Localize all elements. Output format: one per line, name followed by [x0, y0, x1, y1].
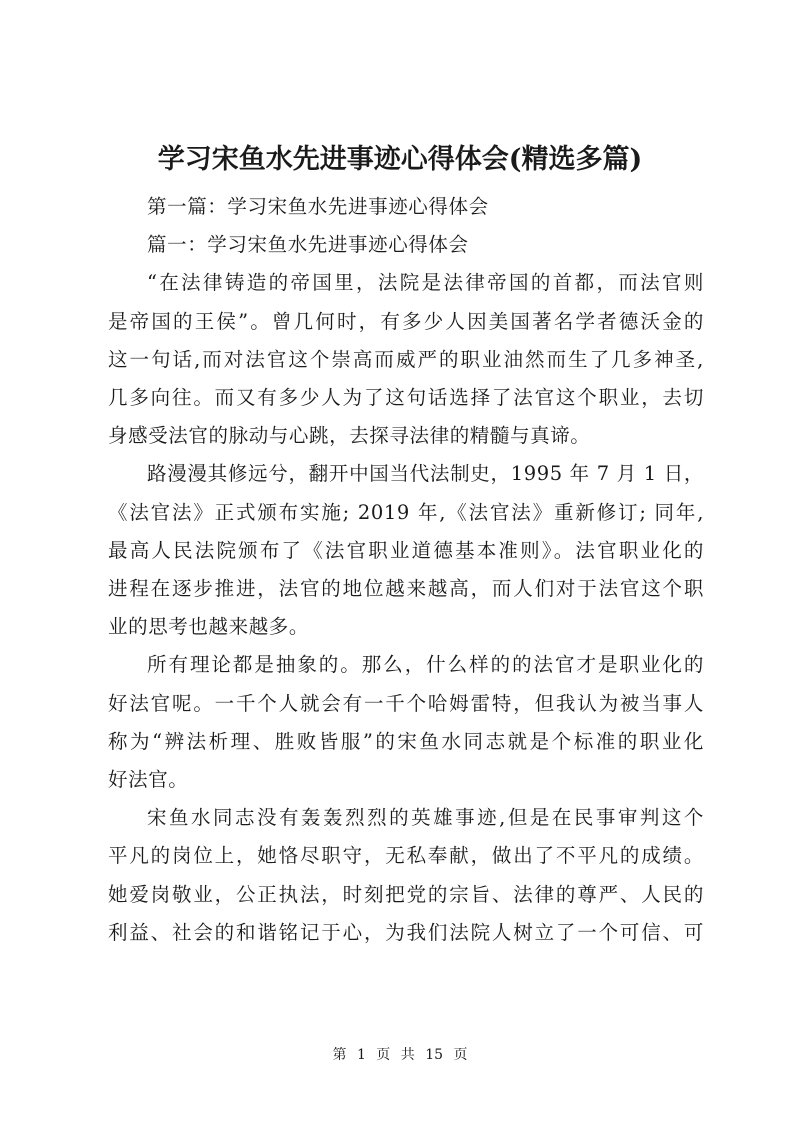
paragraph-line: 好法官呢。一千个人就会有一千个哈姆雷特，但我认为被当事人: [108, 691, 704, 715]
paragraph-line: 宋鱼水同志没有轰轰烈烈的英雄事迹,但是在民事审判这个: [147, 806, 704, 830]
page-number-footer: 第 1 页 共 15 页: [332, 1047, 468, 1063]
document-title: 学习宋鱼水先进事迹心得体会(精选多篇): [157, 144, 643, 175]
section-heading-2: 篇一：学习宋鱼水先进事迹心得体会: [147, 233, 469, 257]
paragraph-line: 好法官。: [108, 768, 189, 792]
paragraph-line: 利益、社会的和谐铭记于心，为我们法院人树立了一个可信、可: [108, 920, 704, 944]
paragraph-line: 她爱岗敬业，公正执法，时刻把党的宗旨、法律的尊严、人民的: [108, 882, 704, 906]
section-heading-1: 第一篇：学习宋鱼水先进事迹心得体会: [147, 195, 489, 218]
paragraph-1: [108, 264, 704, 455]
paragraph-2: [108, 455, 704, 646]
paragraph-line: 进程在逐步推进，法官的地位越来越高，而人们对于法官这个职: [108, 577, 704, 601]
paragraph-line: 路漫漫其修远兮，翻开中国当代法制史，1995 年 7 月 1 日，: [147, 462, 704, 486]
document-body: [108, 188, 704, 952]
paragraph-line: 平凡的岗位上，她恪尽职守，无私奉献，做出了不平凡的成绩。: [108, 844, 704, 868]
paragraph-line: 最高人民法院颁布了《法官职业道德基本准则》。法官职业化的: [108, 538, 704, 562]
paragraph-line: 几多向往。而又有多少人为了这句话选择了法官这个职业，去切: [108, 386, 704, 410]
paragraph-line: 这一句话,而对法官这个崇高而威严的职业油然而生了几多神圣,: [108, 347, 704, 371]
paragraph-line: 所有理论都是抽象的。那么，什么样的的法官才是职业化的: [147, 653, 704, 677]
paragraph-line: 业的思考也越来越多。: [108, 615, 310, 639]
paragraph-line: 称为“辨法析理、胜败皆服”的宋鱼水同志就是个标准的职业化: [108, 729, 704, 753]
paragraph-line: 身感受法官的脉动与心跳，去探寻法律的精髓与真谛。: [108, 424, 591, 448]
paragraph-line: 《法官法》正式颁布实施; 2019 年,《法官法》重新修订; 同年,: [108, 500, 704, 524]
paragraph-3: [108, 646, 704, 799]
paragraph-line: 是帝国的王侯”。曾几何时，有多少人因美国著名学者德沃金的: [108, 309, 704, 333]
paragraph-4: [108, 799, 704, 952]
paragraph-line: “在法律铸造的帝国里，法院是法律帝国的首都，而法官则: [147, 271, 704, 295]
